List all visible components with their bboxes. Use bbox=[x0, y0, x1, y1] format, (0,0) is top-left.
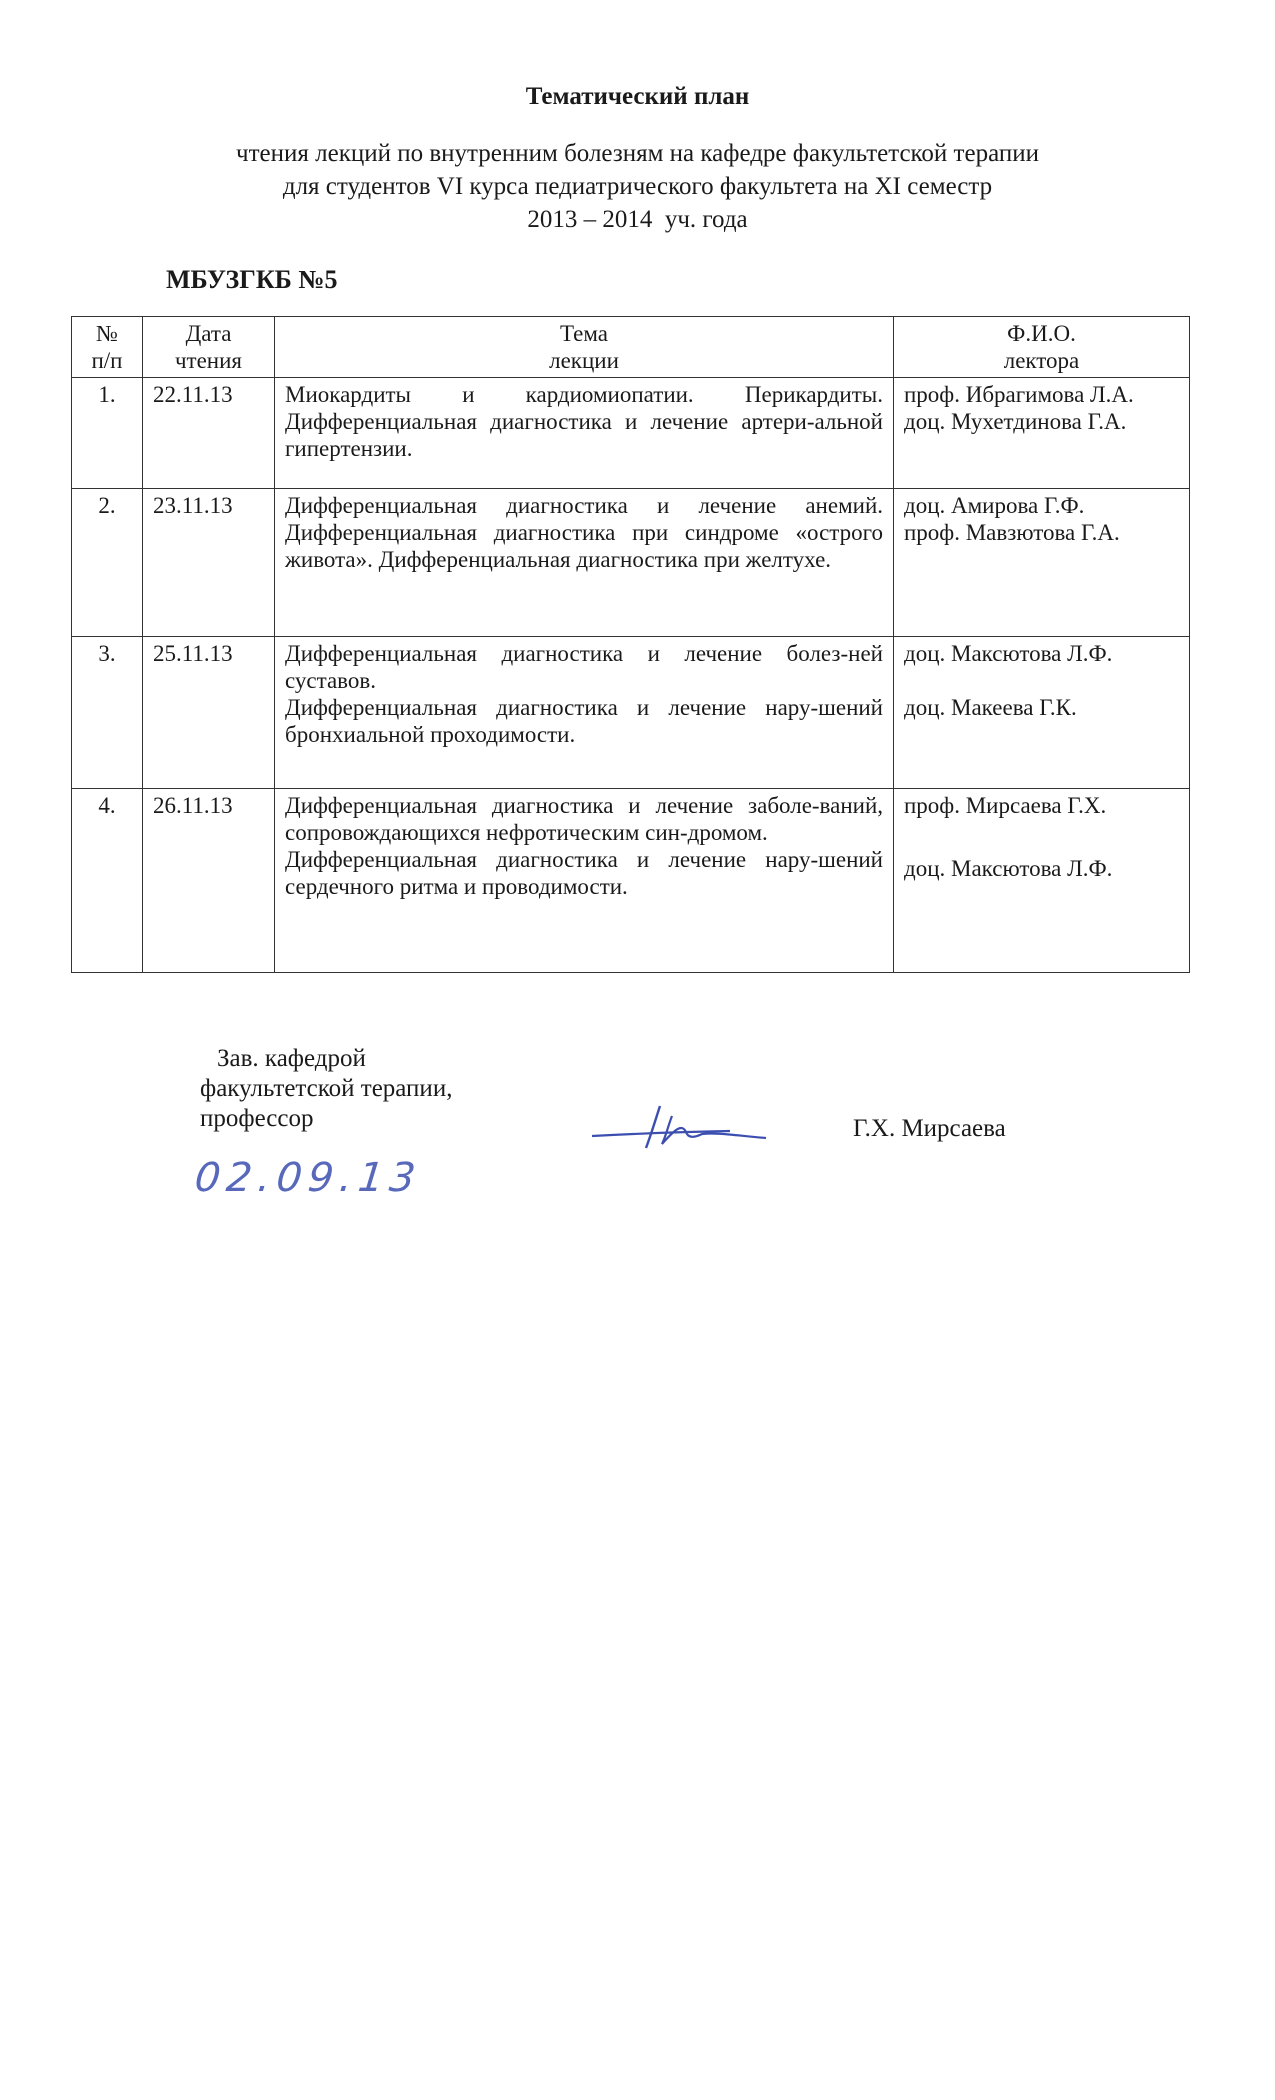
subtitle-line: для студентов VI курса педиатрического факультета на XI семестр bbox=[282, 173, 993, 200]
handwritten-date: 02.09.13 bbox=[192, 1155, 424, 1201]
topic-part: Дифференциальная диагностика и лечение нару-шений бронхиальной проходимости. bbox=[285, 695, 883, 747]
table-row bbox=[72, 789, 1190, 973]
topic-part: Дифференциальная диагностика и лечение нару-шений сердечного ритма и проводимости. bbox=[285, 847, 883, 899]
lecturer-name: доц. Макеева Г.К. bbox=[904, 695, 1077, 720]
header-topic: Тема лекции bbox=[275, 317, 894, 378]
lecturer-name: проф. Мирсаева Г.Х. bbox=[904, 793, 1107, 818]
row-number: 1. bbox=[72, 378, 143, 489]
lecturers bbox=[894, 789, 1190, 973]
lecture-date: 23.11.13 bbox=[143, 489, 275, 637]
lecture-plan-table bbox=[71, 316, 1190, 973]
lecturer-name: доц. Максютова Л.Ф. bbox=[904, 641, 1113, 666]
topic-part: Дифференциальная диагностика и лечение болез-ней суставов. bbox=[285, 641, 883, 693]
handwritten-signature bbox=[590, 1098, 770, 1158]
header-lecturer: Ф.И.О. лектора bbox=[894, 317, 1190, 378]
lecture-date: 22.11.13 bbox=[143, 378, 275, 489]
academic-year: 2013 – 2014 уч. года bbox=[527, 206, 748, 233]
lecture-date: 26.11.13 bbox=[143, 789, 275, 973]
position-line: Зав. кафедрой bbox=[217, 1045, 366, 1072]
lecturers bbox=[894, 378, 1190, 489]
organization-name: МБУЗГКБ №5 bbox=[166, 265, 338, 294]
lecture-topic bbox=[275, 637, 894, 789]
position-line: факультетской терапии, bbox=[200, 1075, 453, 1102]
lecturers bbox=[894, 637, 1190, 789]
lecture-topic bbox=[275, 789, 894, 973]
row-number: 4. bbox=[72, 789, 143, 973]
row-number: 3. bbox=[72, 637, 143, 789]
lecturer-name: доц. Мухетдинова Г.А. bbox=[904, 409, 1127, 434]
lecturer-name: проф. Мавзютова Г.А. bbox=[904, 520, 1120, 545]
subtitle-line: чтения лекций по внутренним болезням на кафедре факультетской терапии bbox=[236, 140, 1039, 167]
lecturers bbox=[894, 489, 1190, 637]
table-row bbox=[72, 378, 1190, 489]
topic-part: Дифференциальная диагностика и лечение заболе-ваний, сопровождающихся нефротическим син-дромом. bbox=[285, 793, 883, 845]
header-date: Дата чтения bbox=[143, 317, 275, 378]
lecturer-name: доц. Максютова Л.Ф. bbox=[904, 856, 1113, 881]
document-subtitle bbox=[0, 137, 1275, 236]
signatory-name: Г.Х. Мирсаева bbox=[853, 1115, 1006, 1142]
table-row bbox=[72, 637, 1190, 789]
lecture-topic: Дифференциальная диагностика и лечение анемий. Дифференциальная диагностика при синдроме «острого живота». Дифференциальная диагностика при желтухе. bbox=[275, 489, 894, 637]
header-num: № п/п bbox=[72, 317, 143, 378]
lecture-topic: Миокардиты и кардиомиопатии. Перикардиты. Дифференциальная диагностика и лечение артери-альной гипертензии. bbox=[275, 378, 894, 489]
lecture-date: 25.11.13 bbox=[143, 637, 275, 789]
table-row bbox=[72, 489, 1190, 637]
signatory-position bbox=[200, 1044, 452, 1134]
document-title: Тематический план bbox=[525, 83, 750, 110]
lecturer-name: доц. Амирова Г.Ф. bbox=[904, 493, 1085, 518]
row-number: 2. bbox=[72, 489, 143, 637]
table-header-row bbox=[72, 317, 1190, 378]
position-line: профессор bbox=[200, 1105, 314, 1132]
lecturer-name: проф. Ибрагимова Л.А. bbox=[904, 382, 1134, 407]
